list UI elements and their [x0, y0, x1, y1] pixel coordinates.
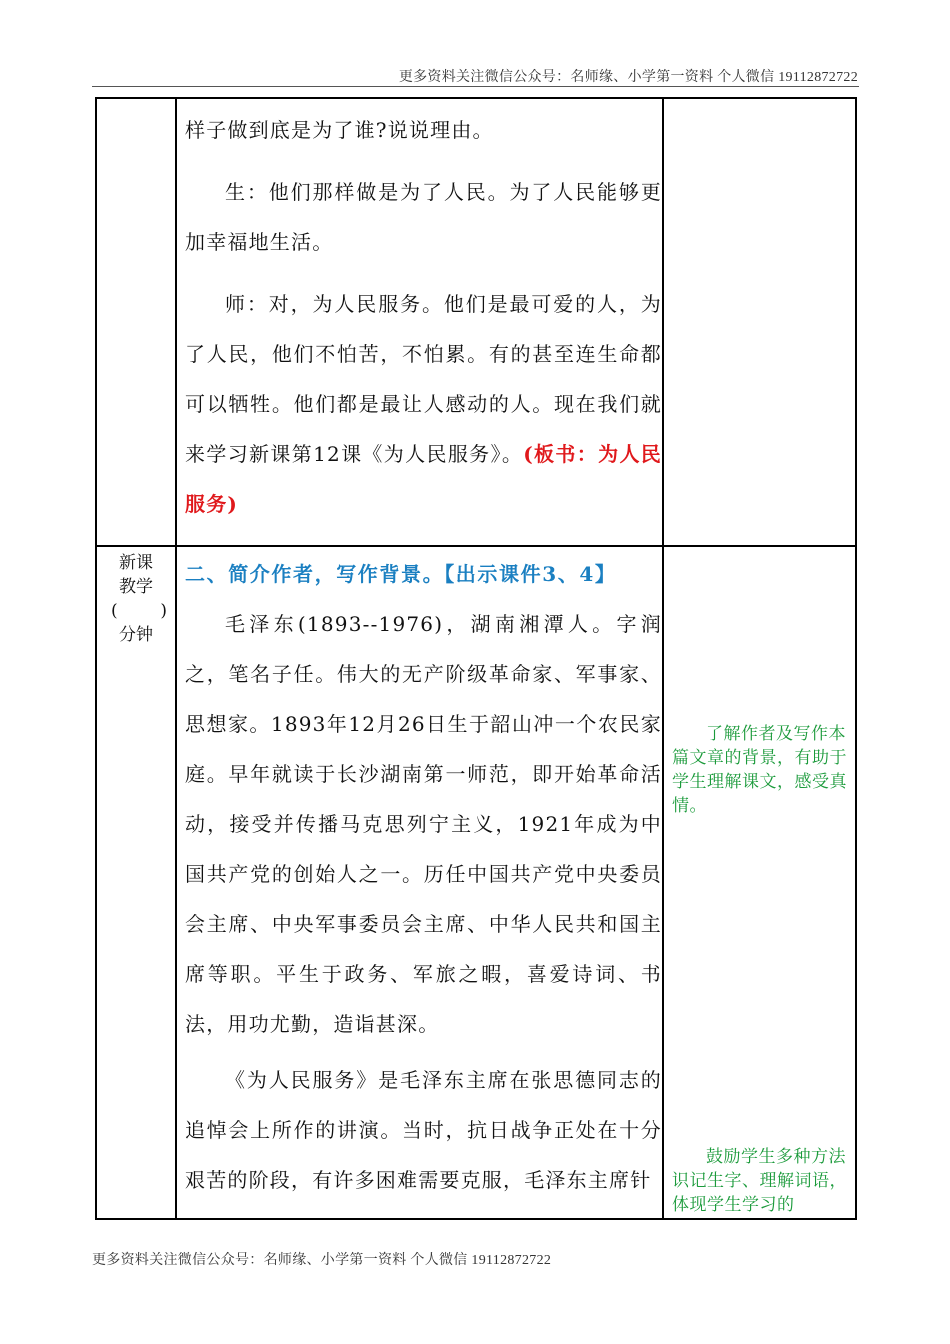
section-label-line: 新课 [119, 553, 153, 573]
table-row [96, 546, 856, 1219]
author-intro: 毛泽东(1893--1976)，湖南湘潭人。字润之，笔名子任。伟大的无产阶级革命家、军事家、思想家。1893年12月26日生于韶山冲一个农民家庭。早年就读于长沙湖南第一师范，即开始革命活动，接受并传播马克思列宁主义，1921年成为中国共产党的创始人之一。历任中国共产党中央委员会主席、中央军事委员会主席、中华人民共和国主席等职。平生于政务、军旅之暇，喜爱诗词、书法，用功尤勤，造诣甚深。 [185, 612, 662, 1036]
page-header: 更多资料关注微信公众号：名师缘、小学第一资料 个人微信 19112872722 [398, 70, 858, 85]
teacher-remark-text: 师：对，为人民服务。他们是最可爱的人，为了人民，他们不怕苦，不怕累。有的甚至连生命都可以牺牲。他们都是最让人感动的人。现在我们就来学习新课第12课《为人民服务》。 [185, 292, 662, 466]
table-row [96, 98, 856, 546]
content-cell [176, 546, 663, 1219]
lesson-plan-table [95, 97, 857, 1220]
label-cell-empty [96, 98, 176, 546]
design-note: 鼓励学生多种方法识记生字、理解词语，体现学生学习的 [672, 1147, 847, 1215]
section-label-line: 分钟 [119, 625, 153, 645]
teacher-remark [185, 279, 662, 529]
page-footer: 更多资料关注微信公众号：名师缘、小学第一资料 个人微信 19112872722 [92, 1253, 552, 1268]
design-note: 了解作者及写作本篇文章的背景，有助于学生理解课文，感受真情。 [672, 724, 847, 816]
section-heading: 二、简介作者，写作背景。【出示课件3、4】 [185, 562, 617, 586]
note-cell-empty [663, 98, 856, 546]
content-cell [176, 98, 663, 546]
duration-blank: ( ) [111, 601, 167, 621]
background-intro: 《为人民服务》是毛泽东主席在张思德同志的追悼会上所作的讲演。当时，抗日战争正处在十分艰苦的阶段，有许多困难需要克服，毛泽东主席针 [185, 1068, 662, 1192]
section-label-line: 教学 [119, 577, 153, 597]
paragraph: 样子做到底是为了谁?说说理由。 [185, 118, 494, 142]
design-note-cell [663, 546, 856, 1219]
section-label-cell [96, 546, 176, 1219]
blackboard-note: (板书：为人民服务) [185, 442, 662, 516]
header-divider [92, 86, 859, 87]
student-answer: 生：他们那样做是为了人民。为了人民能够更加幸福地生活。 [185, 180, 662, 254]
